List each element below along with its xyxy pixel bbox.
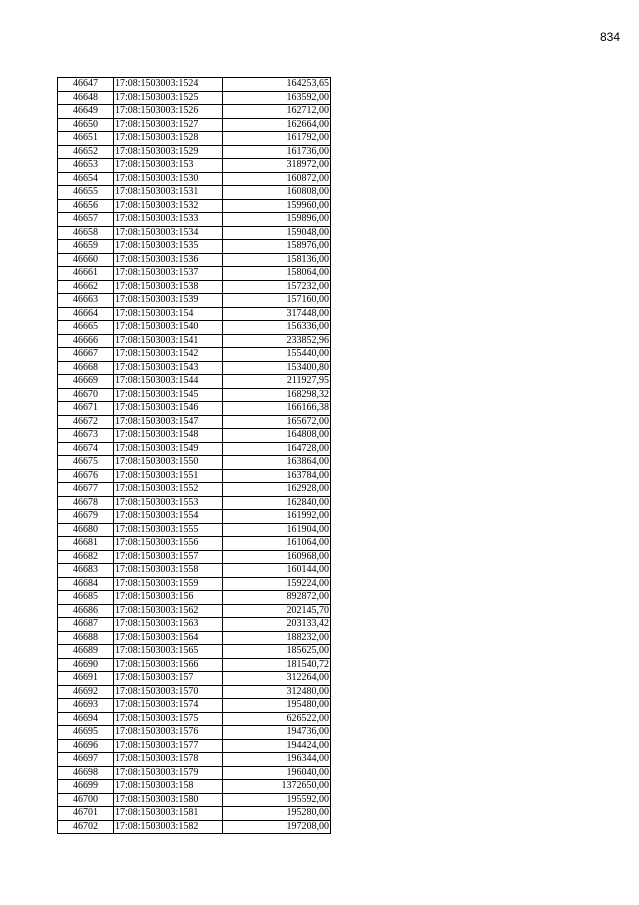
value-cell: 203133,42 bbox=[223, 618, 331, 632]
row-number-cell: 46702 bbox=[58, 820, 114, 834]
value-cell: 181540,72 bbox=[223, 658, 331, 672]
cadastral-number-cell: 17:08:1503003:1565 bbox=[114, 645, 223, 659]
table-row bbox=[58, 294, 331, 308]
row-number-cell: 46685 bbox=[58, 591, 114, 605]
row-number-cell: 46671 bbox=[58, 402, 114, 416]
table-row bbox=[58, 415, 331, 429]
value-cell: 195592,00 bbox=[223, 793, 331, 807]
row-number-cell: 46653 bbox=[58, 159, 114, 173]
cadastral-number-cell: 17:08:1503003:1552 bbox=[114, 483, 223, 497]
cadastral-number-cell: 17:08:1503003:1577 bbox=[114, 739, 223, 753]
table-row bbox=[58, 307, 331, 321]
row-number-cell: 46655 bbox=[58, 186, 114, 200]
table-row bbox=[58, 483, 331, 497]
table-row bbox=[58, 577, 331, 591]
cadastral-number-cell: 17:08:1503003:1531 bbox=[114, 186, 223, 200]
cadastral-number-cell: 17:08:1503003:1574 bbox=[114, 699, 223, 713]
table-row bbox=[58, 591, 331, 605]
cadastral-number-cell: 17:08:1503003:1529 bbox=[114, 145, 223, 159]
table-row bbox=[58, 213, 331, 227]
row-number-cell: 46696 bbox=[58, 739, 114, 753]
row-number-cell: 46649 bbox=[58, 105, 114, 119]
row-number-cell: 46673 bbox=[58, 429, 114, 443]
value-cell: 233852,96 bbox=[223, 334, 331, 348]
row-number-cell: 46652 bbox=[58, 145, 114, 159]
row-number-cell: 46657 bbox=[58, 213, 114, 227]
value-cell: 317448,00 bbox=[223, 307, 331, 321]
value-cell: 161904,00 bbox=[223, 523, 331, 537]
cadastral-number-cell: 17:08:1503003:1539 bbox=[114, 294, 223, 308]
row-number-cell: 46658 bbox=[58, 226, 114, 240]
table-row bbox=[58, 172, 331, 186]
value-cell: 159896,00 bbox=[223, 213, 331, 227]
table-row bbox=[58, 631, 331, 645]
table-row bbox=[58, 793, 331, 807]
value-cell: 194736,00 bbox=[223, 726, 331, 740]
row-number-cell: 46676 bbox=[58, 469, 114, 483]
cadastral-number-cell: 17:08:1503003:1545 bbox=[114, 388, 223, 402]
row-number-cell: 46690 bbox=[58, 658, 114, 672]
cadastral-number-cell: 17:08:1503003:1579 bbox=[114, 766, 223, 780]
row-number-cell: 46680 bbox=[58, 523, 114, 537]
row-number-cell: 46681 bbox=[58, 537, 114, 551]
value-cell: 162712,00 bbox=[223, 105, 331, 119]
table-row bbox=[58, 145, 331, 159]
page-number: 834 bbox=[599, 30, 620, 44]
row-number-cell: 46662 bbox=[58, 280, 114, 294]
value-cell: 166166,38 bbox=[223, 402, 331, 416]
row-number-cell: 46654 bbox=[58, 172, 114, 186]
row-number-cell: 46692 bbox=[58, 685, 114, 699]
value-cell: 1372650,00 bbox=[223, 780, 331, 794]
value-cell: 161064,00 bbox=[223, 537, 331, 551]
row-number-cell: 46695 bbox=[58, 726, 114, 740]
table-row bbox=[58, 186, 331, 200]
value-cell: 160144,00 bbox=[223, 564, 331, 578]
cadastral-number-cell: 17:08:1503003:1525 bbox=[114, 91, 223, 105]
cadastral-number-cell: 17:08:1503003:1581 bbox=[114, 807, 223, 821]
row-number-cell: 46667 bbox=[58, 348, 114, 362]
value-cell: 160808,00 bbox=[223, 186, 331, 200]
value-cell: 312480,00 bbox=[223, 685, 331, 699]
table-row bbox=[58, 105, 331, 119]
value-cell: 185625,00 bbox=[223, 645, 331, 659]
value-cell: 162928,00 bbox=[223, 483, 331, 497]
row-number-cell: 46651 bbox=[58, 132, 114, 146]
cadastral-number-cell: 17:08:1503003:1578 bbox=[114, 753, 223, 767]
value-cell: 195480,00 bbox=[223, 699, 331, 713]
value-cell: 161736,00 bbox=[223, 145, 331, 159]
cadastral-number-cell: 17:08:1503003:1537 bbox=[114, 267, 223, 281]
table-row bbox=[58, 537, 331, 551]
table-row bbox=[58, 402, 331, 416]
table-row bbox=[58, 267, 331, 281]
table-row bbox=[58, 159, 331, 173]
cadastral-number-cell: 17:08:1503003:1544 bbox=[114, 375, 223, 389]
cadastral-number-cell: 17:08:1503003:1575 bbox=[114, 712, 223, 726]
value-cell: 158064,00 bbox=[223, 267, 331, 281]
row-number-cell: 46648 bbox=[58, 91, 114, 105]
row-number-cell: 46701 bbox=[58, 807, 114, 821]
table-row bbox=[58, 658, 331, 672]
table-body bbox=[58, 78, 331, 834]
cadastral-number-cell: 17:08:1503003:1543 bbox=[114, 361, 223, 375]
row-number-cell: 46672 bbox=[58, 415, 114, 429]
cadastral-number-cell: 17:08:1503003:1533 bbox=[114, 213, 223, 227]
table-row bbox=[58, 334, 331, 348]
cadastral-number-cell: 17:08:1503003:1580 bbox=[114, 793, 223, 807]
table-row bbox=[58, 91, 331, 105]
cadastral-number-cell: 17:08:1503003:1558 bbox=[114, 564, 223, 578]
row-number-cell: 46684 bbox=[58, 577, 114, 591]
value-cell: 158976,00 bbox=[223, 240, 331, 254]
cadastral-number-cell: 17:08:1503003:1535 bbox=[114, 240, 223, 254]
cadastral-number-cell: 17:08:1503003:1538 bbox=[114, 280, 223, 294]
value-cell: 159048,00 bbox=[223, 226, 331, 240]
table-row bbox=[58, 604, 331, 618]
table-row bbox=[58, 496, 331, 510]
data-table bbox=[57, 77, 331, 834]
cadastral-number-cell: 17:08:1503003:1546 bbox=[114, 402, 223, 416]
table-row bbox=[58, 280, 331, 294]
value-cell: 202145,70 bbox=[223, 604, 331, 618]
table-row bbox=[58, 645, 331, 659]
value-cell: 164728,00 bbox=[223, 442, 331, 456]
cadastral-number-cell: 17:08:1503003:1540 bbox=[114, 321, 223, 335]
value-cell: 157232,00 bbox=[223, 280, 331, 294]
value-cell: 211927,95 bbox=[223, 375, 331, 389]
table-row bbox=[58, 253, 331, 267]
table-row bbox=[58, 685, 331, 699]
table-row bbox=[58, 780, 331, 794]
table-row bbox=[58, 78, 331, 92]
value-cell: 155440,00 bbox=[223, 348, 331, 362]
table-row bbox=[58, 739, 331, 753]
row-number-cell: 46699 bbox=[58, 780, 114, 794]
table-row bbox=[58, 132, 331, 146]
cadastral-number-cell: 17:08:1503003:1532 bbox=[114, 199, 223, 213]
row-number-cell: 46663 bbox=[58, 294, 114, 308]
row-number-cell: 46686 bbox=[58, 604, 114, 618]
table-row bbox=[58, 550, 331, 564]
row-number-cell: 46669 bbox=[58, 375, 114, 389]
cadastral-number-cell: 17:08:1503003:1554 bbox=[114, 510, 223, 524]
row-number-cell: 46661 bbox=[58, 267, 114, 281]
table-row bbox=[58, 388, 331, 402]
table-row bbox=[58, 456, 331, 470]
value-cell: 197208,00 bbox=[223, 820, 331, 834]
row-number-cell: 46678 bbox=[58, 496, 114, 510]
cadastral-number-cell: 17:08:1503003:1582 bbox=[114, 820, 223, 834]
value-cell: 196040,00 bbox=[223, 766, 331, 780]
value-cell: 159224,00 bbox=[223, 577, 331, 591]
table-row bbox=[58, 618, 331, 632]
value-cell: 168298,32 bbox=[223, 388, 331, 402]
cadastral-number-cell: 17:08:1503003:1526 bbox=[114, 105, 223, 119]
table-row bbox=[58, 523, 331, 537]
value-cell: 161992,00 bbox=[223, 510, 331, 524]
table-row bbox=[58, 375, 331, 389]
cadastral-number-cell: 17:08:1503003:157 bbox=[114, 672, 223, 686]
cadastral-number-cell: 17:08:1503003:154 bbox=[114, 307, 223, 321]
row-number-cell: 46668 bbox=[58, 361, 114, 375]
row-number-cell: 46665 bbox=[58, 321, 114, 335]
value-cell: 153400,80 bbox=[223, 361, 331, 375]
table-row bbox=[58, 442, 331, 456]
table-row bbox=[58, 820, 331, 834]
cadastral-number-cell: 17:08:1503003:1542 bbox=[114, 348, 223, 362]
row-number-cell: 46670 bbox=[58, 388, 114, 402]
cadastral-number-cell: 17:08:1503003:1527 bbox=[114, 118, 223, 132]
row-number-cell: 46687 bbox=[58, 618, 114, 632]
value-cell: 312264,00 bbox=[223, 672, 331, 686]
value-cell: 159960,00 bbox=[223, 199, 331, 213]
cadastral-number-cell: 17:08:1503003:1547 bbox=[114, 415, 223, 429]
cadastral-number-cell: 17:08:1503003:1555 bbox=[114, 523, 223, 537]
cadastral-number-cell: 17:08:1503003:153 bbox=[114, 159, 223, 173]
cadastral-number-cell: 17:08:1503003:1566 bbox=[114, 658, 223, 672]
cadastral-number-cell: 17:08:1503003:1530 bbox=[114, 172, 223, 186]
value-cell: 188232,00 bbox=[223, 631, 331, 645]
value-cell: 162840,00 bbox=[223, 496, 331, 510]
cadastral-number-cell: 17:08:1503003:1528 bbox=[114, 132, 223, 146]
table-row bbox=[58, 240, 331, 254]
cadastral-number-cell: 17:08:1503003:1553 bbox=[114, 496, 223, 510]
cadastral-number-cell: 17:08:1503003:1563 bbox=[114, 618, 223, 632]
row-number-cell: 46697 bbox=[58, 753, 114, 767]
cadastral-number-cell: 17:08:1503003:1551 bbox=[114, 469, 223, 483]
cadastral-number-cell: 17:08:1503003:158 bbox=[114, 780, 223, 794]
row-number-cell: 46647 bbox=[58, 78, 114, 92]
value-cell: 194424,00 bbox=[223, 739, 331, 753]
value-cell: 165672,00 bbox=[223, 415, 331, 429]
table-row bbox=[58, 199, 331, 213]
value-cell: 195280,00 bbox=[223, 807, 331, 821]
cadastral-number-cell: 17:08:1503003:1557 bbox=[114, 550, 223, 564]
cadastral-number-cell: 17:08:1503003:1548 bbox=[114, 429, 223, 443]
table-row bbox=[58, 348, 331, 362]
table-row bbox=[58, 469, 331, 483]
row-number-cell: 46700 bbox=[58, 793, 114, 807]
table-row bbox=[58, 753, 331, 767]
row-number-cell: 46674 bbox=[58, 442, 114, 456]
cadastral-number-cell: 17:08:1503003:1556 bbox=[114, 537, 223, 551]
value-cell: 163784,00 bbox=[223, 469, 331, 483]
cadastral-number-cell: 17:08:1503003:1576 bbox=[114, 726, 223, 740]
value-cell: 156336,00 bbox=[223, 321, 331, 335]
cadastral-number-cell: 17:08:1503003:1559 bbox=[114, 577, 223, 591]
value-cell: 163592,00 bbox=[223, 91, 331, 105]
row-number-cell: 46677 bbox=[58, 483, 114, 497]
row-number-cell: 46698 bbox=[58, 766, 114, 780]
row-number-cell: 46682 bbox=[58, 550, 114, 564]
table-row bbox=[58, 766, 331, 780]
value-cell: 157160,00 bbox=[223, 294, 331, 308]
value-cell: 163864,00 bbox=[223, 456, 331, 470]
value-cell: 160872,00 bbox=[223, 172, 331, 186]
row-number-cell: 46675 bbox=[58, 456, 114, 470]
cadastral-number-cell: 17:08:1503003:1570 bbox=[114, 685, 223, 699]
row-number-cell: 46683 bbox=[58, 564, 114, 578]
value-cell: 162664,00 bbox=[223, 118, 331, 132]
table-row bbox=[58, 118, 331, 132]
value-cell: 892872,00 bbox=[223, 591, 331, 605]
cadastral-number-cell: 17:08:1503003:1534 bbox=[114, 226, 223, 240]
cadastral-number-cell: 17:08:1503003:1550 bbox=[114, 456, 223, 470]
value-cell: 196344,00 bbox=[223, 753, 331, 767]
cadastral-number-cell: 17:08:1503003:156 bbox=[114, 591, 223, 605]
table-row bbox=[58, 226, 331, 240]
table-row bbox=[58, 672, 331, 686]
row-number-cell: 46679 bbox=[58, 510, 114, 524]
table-row bbox=[58, 564, 331, 578]
row-number-cell: 46660 bbox=[58, 253, 114, 267]
row-number-cell: 46666 bbox=[58, 334, 114, 348]
cadastral-number-cell: 17:08:1503003:1562 bbox=[114, 604, 223, 618]
row-number-cell: 46664 bbox=[58, 307, 114, 321]
table-row bbox=[58, 429, 331, 443]
value-cell: 164253,65 bbox=[223, 78, 331, 92]
row-number-cell: 46691 bbox=[58, 672, 114, 686]
table-row bbox=[58, 699, 331, 713]
cadastral-number-cell: 17:08:1503003:1541 bbox=[114, 334, 223, 348]
table-row bbox=[58, 712, 331, 726]
table-row bbox=[58, 726, 331, 740]
value-cell: 626522,00 bbox=[223, 712, 331, 726]
row-number-cell: 46650 bbox=[58, 118, 114, 132]
row-number-cell: 46659 bbox=[58, 240, 114, 254]
cadastral-number-cell: 17:08:1503003:1549 bbox=[114, 442, 223, 456]
cadastral-number-cell: 17:08:1503003:1536 bbox=[114, 253, 223, 267]
cadastral-number-cell: 17:08:1503003:1564 bbox=[114, 631, 223, 645]
row-number-cell: 46693 bbox=[58, 699, 114, 713]
table-row bbox=[58, 361, 331, 375]
table-row bbox=[58, 807, 331, 821]
row-number-cell: 46688 bbox=[58, 631, 114, 645]
row-number-cell: 46656 bbox=[58, 199, 114, 213]
row-number-cell: 46689 bbox=[58, 645, 114, 659]
value-cell: 318972,00 bbox=[223, 159, 331, 173]
table-row bbox=[58, 321, 331, 335]
value-cell: 160968,00 bbox=[223, 550, 331, 564]
table-row bbox=[58, 510, 331, 524]
cadastral-number-cell: 17:08:1503003:1524 bbox=[114, 78, 223, 92]
value-cell: 164808,00 bbox=[223, 429, 331, 443]
row-number-cell: 46694 bbox=[58, 712, 114, 726]
value-cell: 161792,00 bbox=[223, 132, 331, 146]
value-cell: 158136,00 bbox=[223, 253, 331, 267]
